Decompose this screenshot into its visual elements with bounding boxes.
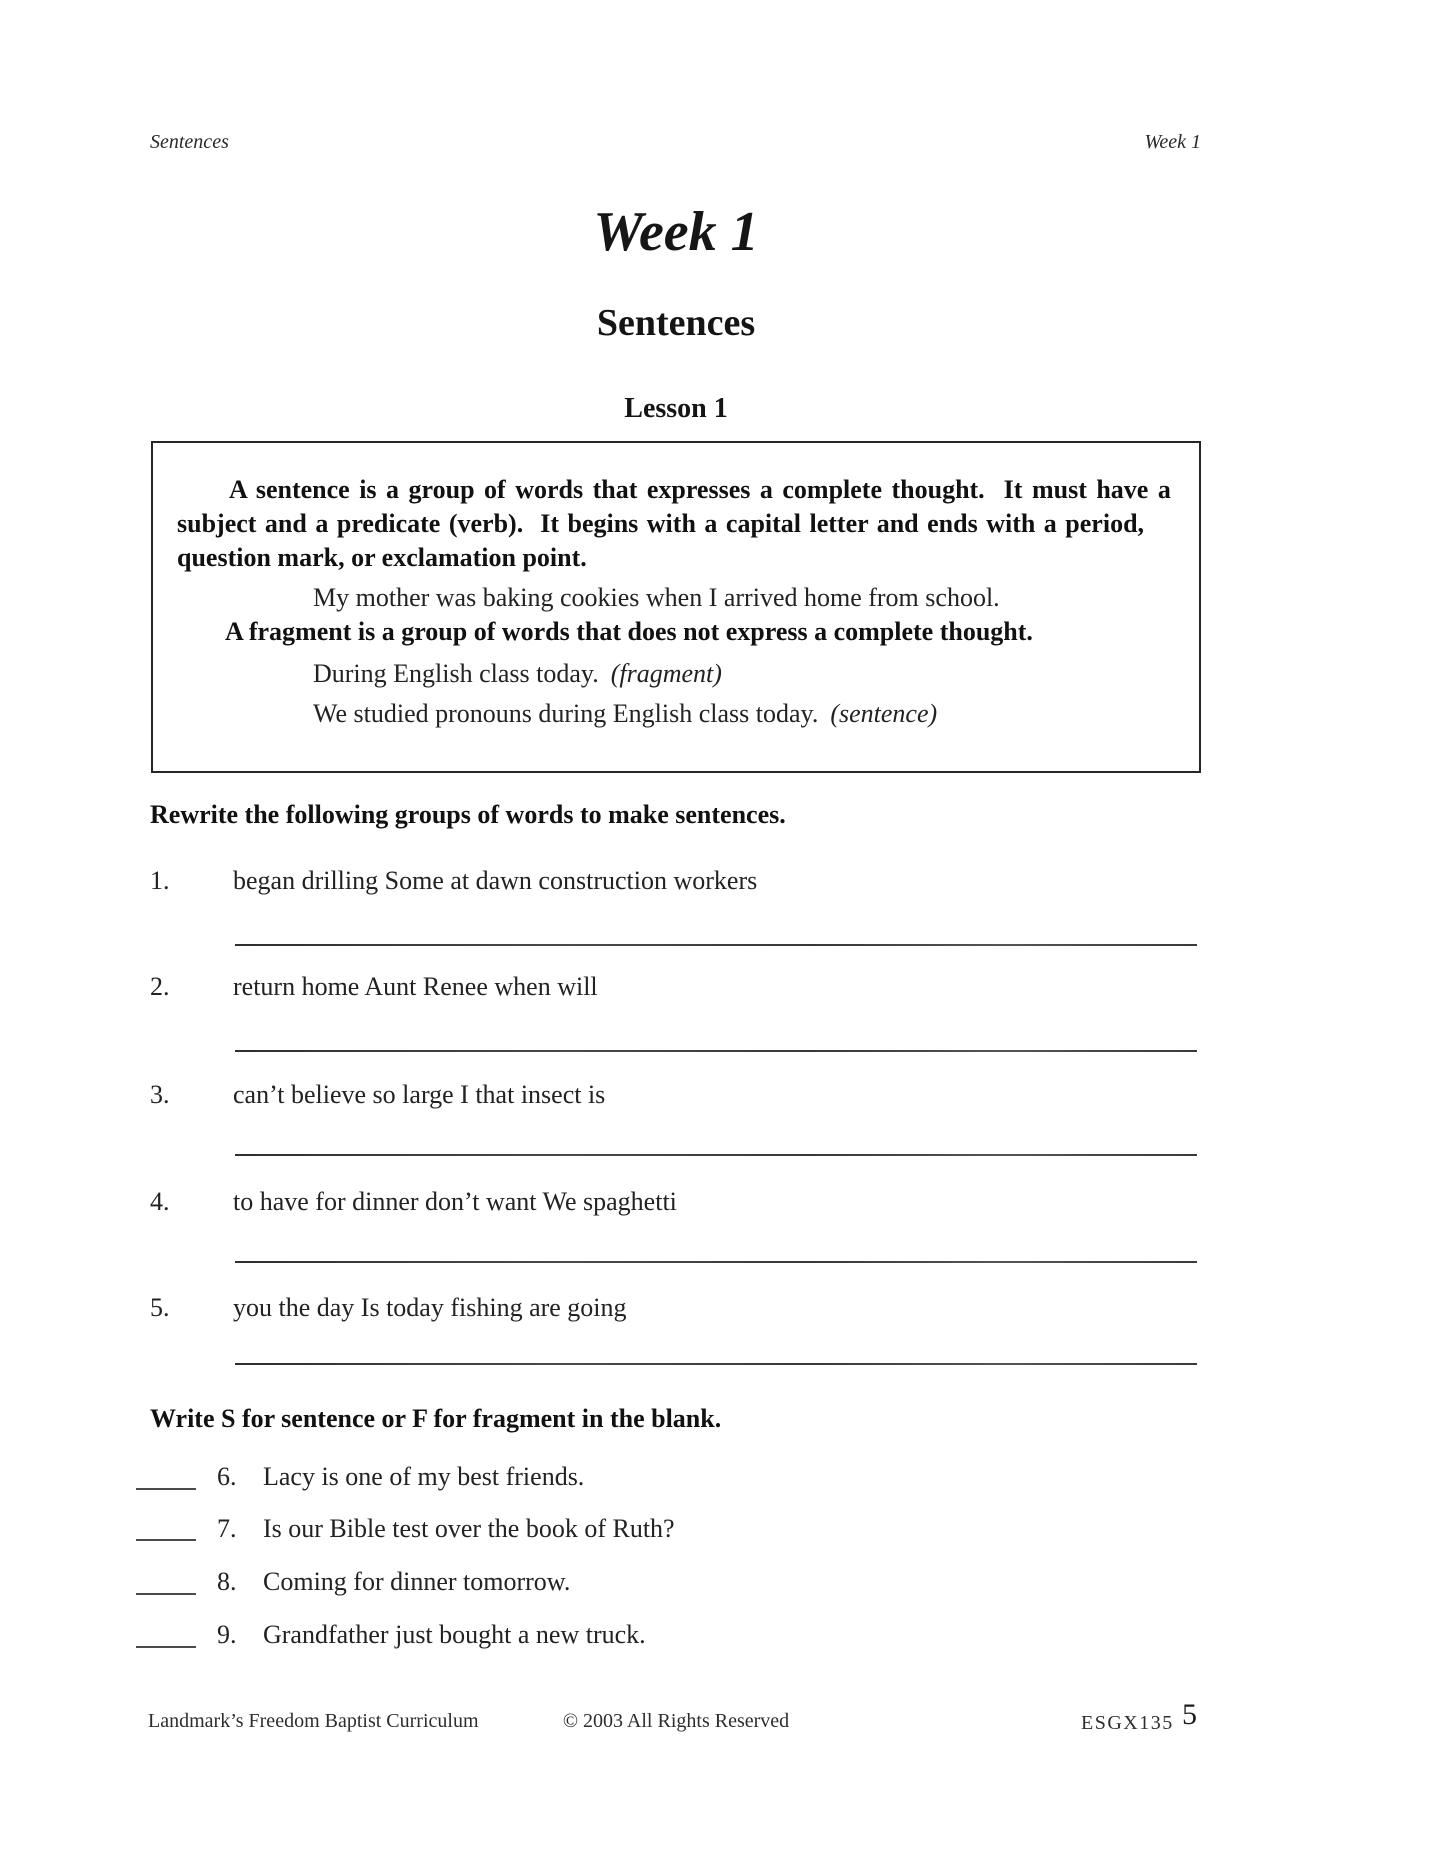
sentence-example-2-label: (sentence) xyxy=(830,699,938,728)
item-text: to have for dinner don’t want We spaghetti xyxy=(233,1187,677,1216)
footer-code: ESGX135 xyxy=(1081,1712,1174,1734)
footer-copyright: © 2003 All Rights Reserved xyxy=(562,1710,790,1732)
answer-line-5 xyxy=(235,1363,1197,1365)
sentence-example-2 xyxy=(313,699,937,729)
answer-line-1 xyxy=(235,944,1197,946)
item-number: 5. xyxy=(150,1293,170,1322)
item-number: 7. xyxy=(217,1514,237,1543)
blank-line-7 xyxy=(136,1539,196,1541)
sentence-rule-line-1: A sentence is a group of words that expresses a complete thought. It must have a xyxy=(229,475,1171,504)
item-text: can’t believe so large I that insect is xyxy=(233,1080,606,1109)
running-header-right: Week 1 xyxy=(1144,131,1201,153)
item-text: Coming for dinner tomorrow. xyxy=(263,1567,571,1596)
item-number: 6. xyxy=(217,1462,237,1491)
item-text: Grandfather just bought a new truck. xyxy=(263,1620,646,1649)
answer-line-4 xyxy=(235,1261,1197,1263)
section-subtitle: Sentences xyxy=(596,302,756,344)
footer-page-number: 5 xyxy=(1182,1698,1197,1731)
sentence-example-2-text: We studied pronouns during English class today. xyxy=(313,699,819,728)
sentence-rule-line-3: question mark, or exclamation point. xyxy=(177,543,587,572)
blank-line-6 xyxy=(136,1488,196,1490)
blank-line-9 xyxy=(136,1646,196,1648)
item-number: 4. xyxy=(150,1187,170,1216)
lesson-heading: Lesson 1 xyxy=(624,393,728,424)
item-text: return home Aunt Renee when will xyxy=(233,972,598,1001)
running-header-left: Sentences xyxy=(150,131,229,153)
item-text: Lacy is one of my best friends. xyxy=(263,1462,585,1491)
item-number: 2. xyxy=(150,972,170,1001)
fragment-rule: A fragment is a group of words that does not express a complete thought. xyxy=(225,617,1033,646)
item-text: began drilling Some at dawn construction workers xyxy=(233,866,758,895)
answer-line-2 xyxy=(235,1050,1197,1052)
item-number: 8. xyxy=(217,1567,237,1596)
answer-line-3 xyxy=(235,1154,1197,1156)
fragment-example-label: (fragment) xyxy=(610,659,722,688)
page-title: Week 1 xyxy=(593,201,759,263)
blank-line-8 xyxy=(136,1593,196,1595)
sentence-example: My mother was baking cookies when I arrived home from school. xyxy=(313,583,1000,612)
definition-box xyxy=(151,441,1201,773)
item-number: 1. xyxy=(150,866,170,895)
instruction-sentence-fragment: Write S for sentence or F for fragment in the blank. xyxy=(150,1404,722,1433)
footer-publisher: Landmark’s Freedom Baptist Curriculum xyxy=(148,1710,479,1732)
fragment-example-text: During English class today. xyxy=(313,659,599,688)
instruction-rewrite: Rewrite the following groups of words to make sentences. xyxy=(150,800,786,829)
fragment-example xyxy=(313,659,722,689)
item-text: you the day Is today fishing are going xyxy=(233,1293,627,1322)
sentence-rule-line-2: subject and a predicate (verb). It begins with a capital letter and ends with a period, xyxy=(177,509,1145,538)
item-number: 9. xyxy=(217,1620,237,1649)
item-number: 3. xyxy=(150,1080,170,1109)
item-text: Is our Bible test over the book of Ruth? xyxy=(263,1514,675,1543)
